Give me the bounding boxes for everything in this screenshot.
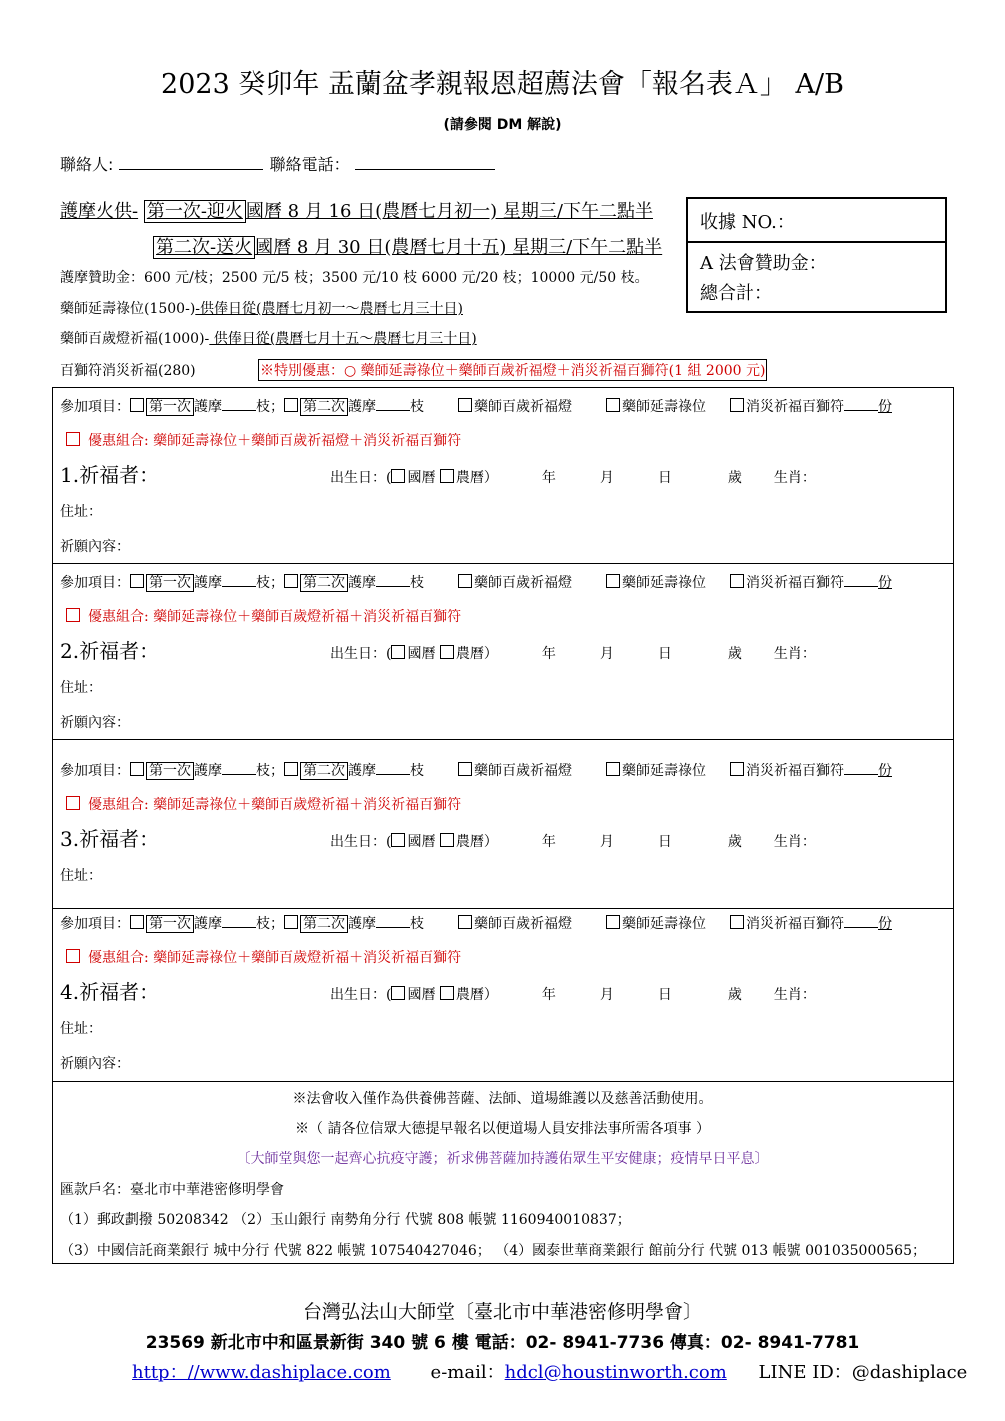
- combo-checkbox[interactable]: [66, 949, 80, 963]
- combo-label: 優惠組合: 藥師延壽祿位＋藥師百歲祈福燈＋消災祈福百獅符: [88, 433, 462, 449]
- homa-second-date: 國曆 8 月 30 日(農曆七月十五) 星期三/下午二點半: [255, 237, 663, 258]
- solar-label: 國曆: [407, 987, 436, 1003]
- homa-second-box: 第二次-送火: [153, 236, 255, 259]
- lion-qty[interactable]: [844, 572, 878, 587]
- address-label: 住址：: [60, 680, 102, 696]
- participate-label: 參加項目：: [60, 575, 130, 591]
- life-checkbox[interactable]: [606, 762, 620, 776]
- participation-row: [60, 572, 892, 592]
- note-blessing: 〔大師堂與您一起齊心抗疫守護；祈求佛菩薩加持護佑眾生平安健康；疫情早日平息〕: [236, 1151, 769, 1167]
- blessed-name-label: 2.祈福者：: [60, 639, 160, 663]
- form-title: 2023 癸卯年 盂蘭盆孝親報恩超薦法會「報名表Ａ」 A/B: [161, 69, 844, 100]
- age-label: 歲: [727, 834, 742, 850]
- participate-label: 參加項目：: [60, 916, 130, 932]
- lamp-checkbox[interactable]: [458, 398, 472, 412]
- solar-checkbox[interactable]: [391, 986, 405, 1000]
- medicine-lamp-label: 藥師百歲燈祈福(1000)-: [60, 331, 210, 347]
- second-box-label: 第二次: [300, 915, 348, 933]
- second-box-label: 第二次: [300, 574, 348, 592]
- life-checkbox[interactable]: [606, 398, 620, 412]
- address-label: 住址：: [60, 868, 102, 884]
- contact-phone-field[interactable]: [355, 155, 495, 170]
- lunar-label: 農曆）: [455, 646, 498, 662]
- medicine-life-period: -供俸日從(農曆七月初一～農曆七月三十日): [195, 301, 463, 317]
- life-checkbox[interactable]: [606, 574, 620, 588]
- contact-person-row: [60, 152, 495, 175]
- bank-info-1: （1）郵政劃撥 50208342 （2）玉山銀行 南勢角分行 代號 808 帳號 1160940010837；: [60, 1212, 631, 1228]
- lion-label: 消災祈福百獅符: [746, 399, 844, 415]
- lunar-label: 農曆）: [455, 470, 498, 486]
- wish-label: 祈願內容：: [60, 539, 130, 555]
- life-checkbox[interactable]: [606, 915, 620, 929]
- age-label: 歲: [727, 470, 742, 486]
- day-label: 日: [657, 987, 672, 1003]
- homa-first-line: [60, 197, 653, 223]
- homa-label: 護摩: [194, 763, 222, 779]
- branch-label: 枝: [410, 575, 424, 591]
- copies-label: 份: [878, 916, 892, 932]
- branch-label: 枝；: [256, 575, 284, 591]
- solar-checkbox[interactable]: [391, 645, 405, 659]
- footer-address: 23569 新北市中和區景新街 340 號 6 樓 電話：02- 8941-7736 傳真：02- 8941-7781: [145, 1333, 860, 1353]
- participate-label: 參加項目：: [60, 763, 130, 779]
- branch-label: 枝；: [256, 399, 284, 415]
- solar-checkbox[interactable]: [391, 469, 405, 483]
- first-box-label: 第一次: [146, 574, 194, 592]
- email-link[interactable]: hdcl@houstinworth.com: [504, 1362, 727, 1383]
- contact-person-field[interactable]: [119, 155, 263, 170]
- blessed-name-label: 3.祈福者：: [60, 827, 160, 851]
- homa-prefix: 護摩火供-: [60, 201, 139, 222]
- month-label: 月: [599, 987, 614, 1003]
- lunar-checkbox[interactable]: [440, 833, 454, 847]
- day-label: 日: [657, 646, 672, 662]
- medicine-lamp-period: 供俸日從(農曆七月十五～農曆七月三十日): [209, 331, 477, 347]
- special-offer: ※特別優惠：○ 藥師延壽祿位＋藥師百歲祈福燈＋消災祈福百獅符(1 組 2000 元): [258, 359, 767, 381]
- participate-label: 參加項目：: [60, 399, 130, 415]
- branch-label: 枝: [410, 399, 424, 415]
- combo-checkbox[interactable]: [66, 432, 80, 446]
- homa-first-date: 國曆 8 月 16 日(農曆七月初一) 星期三/下午二點半: [245, 201, 653, 222]
- homa-first-qty[interactable]: [222, 913, 256, 928]
- blessed-name-label: 1.祈福者：: [60, 463, 160, 487]
- email-label: e-mail：: [430, 1362, 505, 1383]
- branch-label: 枝: [410, 763, 424, 779]
- homa-first-box: 第一次-迎火: [144, 200, 246, 223]
- first-box-label: 第一次: [146, 762, 194, 780]
- zodiac-label: 生肖：: [773, 987, 816, 1003]
- form-subtitle: (請參閱 DM 解說): [443, 117, 562, 133]
- grand-total-label: 總合計：: [700, 283, 772, 304]
- lion-checkbox[interactable]: [730, 762, 744, 776]
- birth-label: 出生日：(: [330, 470, 392, 486]
- account-name: 匯款戶名：臺北市中華港密修明學會: [60, 1182, 284, 1198]
- participation-row: [60, 760, 892, 780]
- month-label: 月: [599, 646, 614, 662]
- first-box-label: 第一次: [146, 915, 194, 933]
- branch-label: 枝；: [256, 916, 284, 932]
- homa-second-line: [153, 233, 662, 259]
- month-label: 月: [599, 470, 614, 486]
- notes-section: [52, 1081, 954, 1264]
- note-register-early: ※（ 請各位信眾大德提早報名以便道場人員安排法事所需各項事 ）: [295, 1121, 710, 1137]
- year-label: 年: [541, 834, 556, 850]
- participation-row: [60, 913, 892, 933]
- lion-qty[interactable]: [844, 396, 878, 411]
- homa-first-qty[interactable]: [222, 572, 256, 587]
- lamp-label: 藥師百歲祈福燈: [474, 399, 572, 415]
- birth-row: [330, 467, 816, 487]
- combo-checkbox[interactable]: [66, 796, 80, 810]
- year-label: 年: [541, 470, 556, 486]
- address-label: 住址：: [60, 1021, 102, 1037]
- lion-label: 消災祈福百獅符: [746, 763, 844, 779]
- combo-row: [66, 794, 461, 814]
- lion-qty[interactable]: [844, 913, 878, 928]
- birth-row: [330, 984, 816, 1004]
- combo-row: [66, 606, 461, 626]
- wish-label: 祈願內容：: [60, 715, 130, 731]
- birth-label: 出生日：(: [330, 646, 392, 662]
- medicine-life-label: 藥師延壽祿位(1500-): [60, 301, 196, 317]
- solar-checkbox[interactable]: [391, 833, 405, 847]
- combo-checkbox[interactable]: [66, 608, 80, 622]
- zodiac-label: 生肖：: [773, 470, 816, 486]
- homa-second-checkbox[interactable]: [284, 574, 298, 588]
- lunar-checkbox[interactable]: [440, 469, 454, 483]
- life-label: 藥師延壽祿位: [622, 575, 706, 591]
- bank-info-2: （3）中國信託商業銀行 城中分行 代號 822 帳號 107540427046； （4）國泰世華商業銀行 館前分行 代號 013 帳號 001035000565；: [60, 1243, 926, 1259]
- life-label: 藥師延壽祿位: [622, 763, 706, 779]
- life-label: 藥師延壽祿位: [622, 916, 706, 932]
- combo-row: [66, 430, 461, 450]
- homa-first-qty[interactable]: [222, 396, 256, 411]
- homa-fees: 護摩贊助金：600 元/枝；2500 元/5 枝；3500 元/10 枝 6000 元/20 枝；10000 元/50 枝。: [60, 270, 649, 286]
- footer-contacts: [132, 1358, 967, 1384]
- lion-checkbox[interactable]: [730, 915, 744, 929]
- lion-checkbox[interactable]: [730, 398, 744, 412]
- month-label: 月: [599, 834, 614, 850]
- receipt-no-label: 收據 NO.：: [700, 212, 795, 233]
- year-label: 年: [541, 646, 556, 662]
- birth-label: 出生日：(: [330, 834, 392, 850]
- lunar-checkbox[interactable]: [440, 645, 454, 659]
- medicine-lamp-line: [60, 328, 477, 348]
- lunar-label: 農曆）: [455, 987, 498, 1003]
- age-label: 歲: [727, 646, 742, 662]
- homa-label: 護摩: [348, 575, 376, 591]
- homa-second-checkbox[interactable]: [284, 398, 298, 412]
- lamp-label: 藥師百歲祈福燈: [474, 575, 572, 591]
- homa-label: 護摩: [348, 399, 376, 415]
- combo-row: [66, 947, 461, 967]
- participation-row: [60, 396, 892, 416]
- line-id: LINE ID：@dashiplace: [758, 1362, 968, 1383]
- homa-label: 護摩: [348, 763, 376, 779]
- branch-label: 枝: [410, 916, 424, 932]
- lion-label: 消災祈福百獅符: [746, 916, 844, 932]
- homa-second-qty[interactable]: [376, 760, 410, 775]
- footer-org: 台灣弘法山大師堂〔臺北市中華港密修明學會〕: [302, 1301, 702, 1323]
- homa-label: 護摩: [194, 399, 222, 415]
- lamp-checkbox[interactable]: [458, 915, 472, 929]
- contact-phone-label: 聯絡電話：: [269, 155, 350, 174]
- wish-label: 祈願內容：: [60, 1056, 130, 1072]
- age-label: 歲: [727, 987, 742, 1003]
- day-label: 日: [657, 834, 672, 850]
- homa-second-checkbox[interactable]: [284, 762, 298, 776]
- year-label: 年: [541, 987, 556, 1003]
- birth-row: [330, 831, 816, 851]
- life-label: 藥師延壽祿位: [622, 399, 706, 415]
- homa-first-qty[interactable]: [222, 760, 256, 775]
- solar-label: 國曆: [407, 470, 436, 486]
- first-box-label: 第一次: [146, 398, 194, 416]
- combo-label: 優惠組合: 藥師延壽祿位＋藥師百歲燈祈福＋消災祈福百獅符: [88, 950, 462, 966]
- lunar-checkbox[interactable]: [440, 986, 454, 1000]
- combo-label: 優惠組合: 藥師延壽祿位＋藥師百歲燈祈福＋消災祈福百獅符: [88, 609, 462, 625]
- blessed-name-label: 4.祈福者：: [60, 980, 160, 1004]
- homa-second-checkbox[interactable]: [284, 915, 298, 929]
- sponsor-amount-label: A 法會贊助金：: [700, 253, 827, 274]
- lamp-label: 藥師百歲祈福燈: [474, 763, 572, 779]
- lamp-label: 藥師百歲祈福燈: [474, 916, 572, 932]
- medicine-life-line: [60, 298, 463, 318]
- receipt-box: [686, 197, 947, 313]
- homa-label: 護摩: [194, 575, 222, 591]
- homa-first-checkbox[interactable]: [130, 574, 144, 588]
- solar-label: 國曆: [407, 646, 436, 662]
- zodiac-label: 生肖：: [773, 646, 816, 662]
- birth-label: 出生日：(: [330, 987, 392, 1003]
- copies-label: 份: [878, 763, 892, 779]
- lion-label: 消災祈福百獅符: [746, 575, 844, 591]
- note-usage: ※法會收入僅作為供養佛菩薩、法師、道場維護以及慈善活動使用。: [292, 1091, 713, 1107]
- lamp-checkbox[interactable]: [458, 574, 472, 588]
- lion-qty[interactable]: [844, 760, 878, 775]
- copies-label: 份: [878, 575, 892, 591]
- combo-label: 優惠組合: 藥師延壽祿位＋藥師百歲燈祈福＋消災祈福百獅符: [88, 797, 462, 813]
- lunar-label: 農曆）: [455, 834, 498, 850]
- homa-second-qty[interactable]: [376, 913, 410, 928]
- homa-second-qty[interactable]: [376, 572, 410, 587]
- second-box-label: 第二次: [300, 398, 348, 416]
- contact-person-label: 聯絡人:: [60, 155, 114, 174]
- homa-label: 護摩: [194, 916, 222, 932]
- second-box-label: 第二次: [300, 762, 348, 780]
- zodiac-label: 生肖：: [773, 834, 816, 850]
- homa-label: 護摩: [348, 916, 376, 932]
- copies-label: 份: [878, 399, 892, 415]
- solar-label: 國曆: [407, 834, 436, 850]
- homa-first-checkbox[interactable]: [130, 762, 144, 776]
- day-label: 日: [657, 470, 672, 486]
- homa-first-checkbox[interactable]: [130, 915, 144, 929]
- branch-label: 枝；: [256, 763, 284, 779]
- lion-talisman-label: 百獅符消災祈福(280): [60, 363, 196, 379]
- homa-first-checkbox[interactable]: [130, 398, 144, 412]
- address-label: 住址：: [60, 504, 102, 520]
- homa-second-qty[interactable]: [376, 396, 410, 411]
- website-link[interactable]: http：//www.dashiplace.com: [132, 1362, 391, 1383]
- lion-checkbox[interactable]: [730, 574, 744, 588]
- birth-row: [330, 643, 816, 663]
- lamp-checkbox[interactable]: [458, 762, 472, 776]
